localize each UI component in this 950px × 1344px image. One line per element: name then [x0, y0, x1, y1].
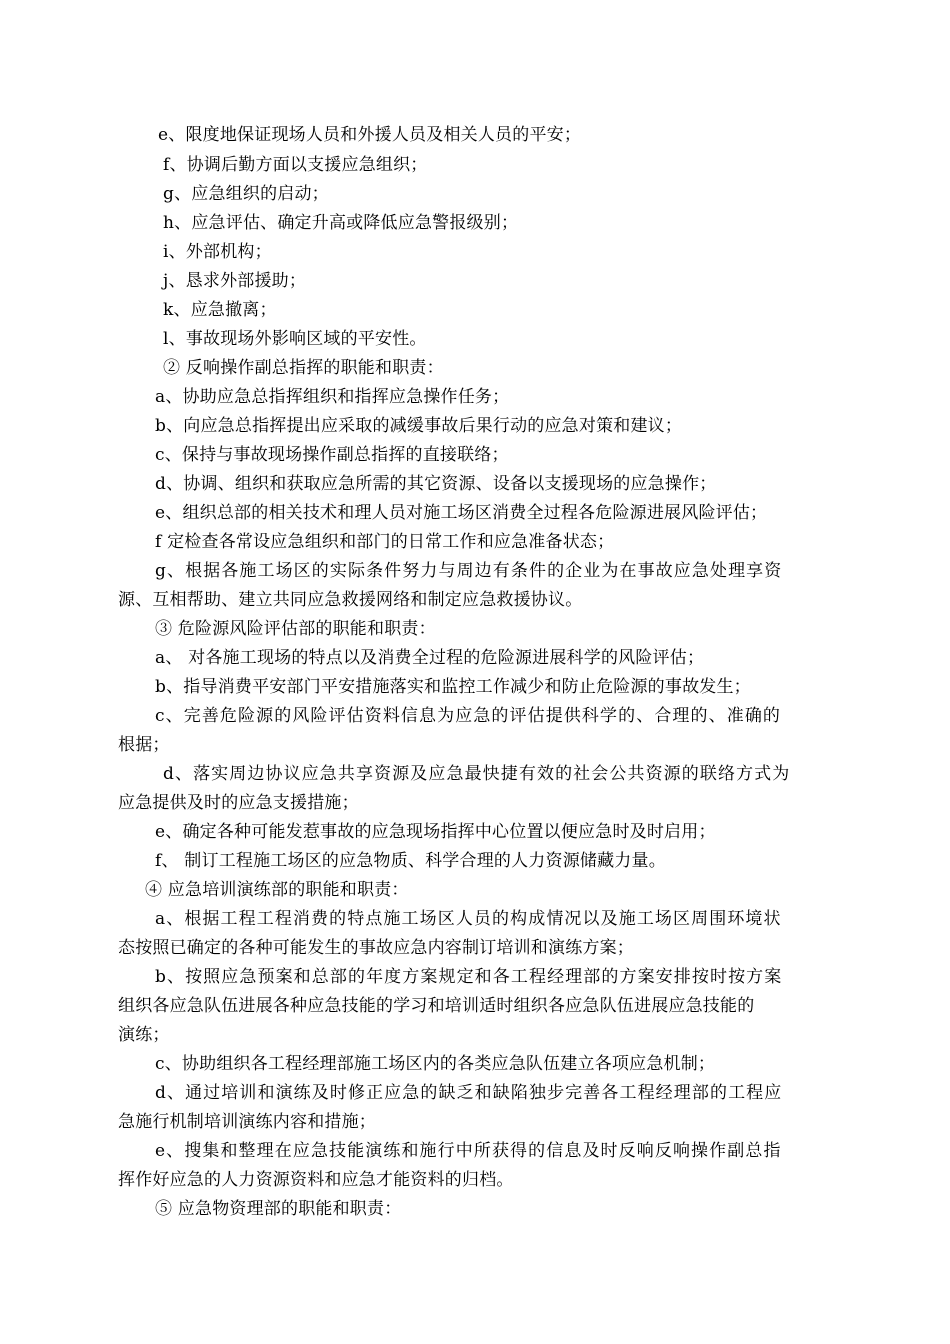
text-line: a、 对各施工现场的特点以及消费全过程的危险源进展科学的风险评估；: [155, 648, 705, 668]
text-line: l、事故现场外影响区域的平安性。: [163, 329, 427, 349]
text-line: b、按照应急预案和总部的年度方案规定和各工程经理部的方案安排按时按方案: [155, 967, 783, 987]
text-line: b、向应急总指挥提出应采取的减缓事故后果行动的应急对策和建议；: [155, 416, 683, 436]
section-heading: ② 反响操作副总指挥的职能和职责：: [163, 358, 444, 378]
text-line: 根据；: [118, 735, 170, 755]
text-line: 源、互相帮助、建立共同应急救援网络和制定应急救援协议。: [118, 590, 583, 610]
text-line: e、确定各种可能发惹事故的应急现场指挥中心位置以便应急时及时启用；: [155, 822, 716, 842]
text-line: 挥作好应急的人力资源资料和应急才能资料的归档。: [118, 1170, 514, 1190]
text-line: 急施行机制培训演练内容和措施；: [118, 1112, 376, 1132]
text-line: c、完善危险源的风险评估资料信息为应急的评估提供科学的、合理的、准确的: [155, 706, 782, 726]
text-line: c、协助组织各工程经理部施工场区内的各类应急队伍建立各项应急机制；: [155, 1054, 716, 1074]
text-line: f 定检查各常设应急组织和部门的日常工作和应急准备状态；: [155, 532, 615, 552]
text-line: f、 制订工程施工场区的应急物质、科学合理的人力资源储藏力量。: [155, 851, 666, 871]
text-line: i、外部机构；: [163, 242, 272, 262]
text-line: a、协助应急总指挥组织和指挥应急操作任务；: [155, 387, 510, 407]
text-line: a、根据工程工程消费的特点施工场区人员的构成情况以及施工场区周围环境状: [155, 909, 782, 929]
text-line: 演练；: [118, 1025, 170, 1045]
text-line: 态按照已确定的各种可能发生的事故应急内容制订培训和演练方案；: [118, 938, 634, 958]
text-line: d、协调、组织和获取应急所需的其它资源、设备以支援现场的应急操作；: [155, 474, 717, 494]
section-heading: ⑤ 应急物资理部的职能和职责：: [155, 1199, 402, 1219]
text-line: d、落实周边协议应急共享资源及应急最快捷有效的社会公共资源的联络方式为: [163, 764, 791, 784]
text-line: g、应急组织的启动；: [163, 184, 329, 204]
text-line: e、搜集和整理在应急技能演练和施行中所获得的信息及时反响反响操作副总指: [155, 1141, 782, 1161]
text-line: d、通过培训和演练及时修正应急的缺乏和缺陷独步完善各工程经理部的工程应: [155, 1083, 783, 1103]
text-line: b、指导消费平安部门平安措施落实和监控工作减少和防止危险源的事故发生；: [155, 677, 751, 697]
text-line: 组织各应急队伍进展各种应急技能的学习和培训适时组织各应急队伍进展应急技能的: [118, 996, 755, 1016]
text-line: h、应急评估、确定升高或降低应急警报级别；: [163, 213, 519, 233]
text-line: 应急提供及时的应急支援措施；: [118, 793, 359, 813]
text-line: e、组织总部的相关技术和理人员对施工场区消费全过程各危险源进展风险评估；: [155, 503, 768, 523]
section-heading: ③ 危险源风险评估部的职能和职责：: [155, 619, 436, 639]
text-line: c、保持与事故现场操作副总指挥的直接联络；: [155, 445, 509, 465]
text-line: g、根据各施工场区的实际条件努力与周边有条件的企业为在事故应急处理享资: [155, 561, 783, 581]
text-line: f、协调后勤方面以支援应急组织；: [163, 155, 428, 175]
text-line: e、限度地保证现场人员和外援人员及相关人员的平安；: [158, 125, 582, 145]
text-line: j、恳求外部援助；: [163, 271, 307, 291]
text-line: k、应急撤离；: [163, 300, 277, 320]
section-heading: ④ 应急培训演练部的职能和职责：: [145, 880, 409, 900]
